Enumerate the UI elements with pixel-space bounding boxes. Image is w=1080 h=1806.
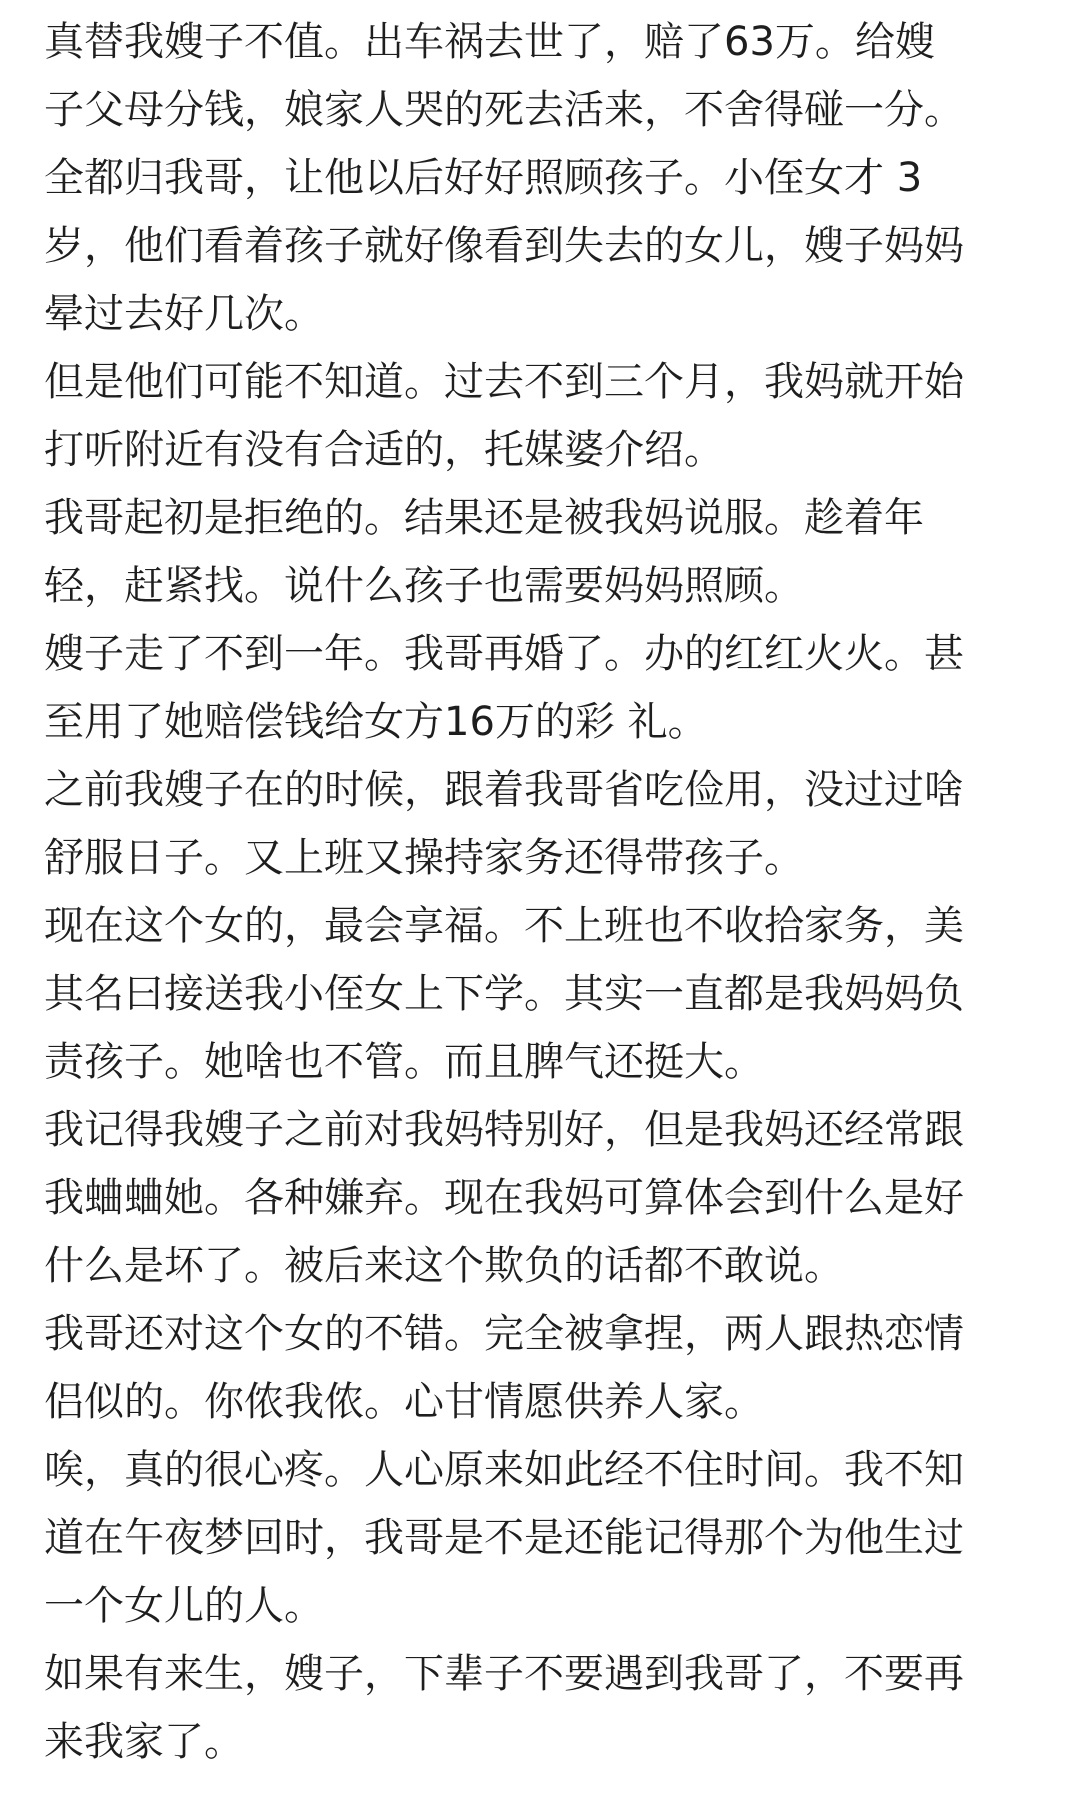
text-line: 什么是坏了。被后来这个欺负的话都不敢说。	[44, 1243, 844, 1289]
text-line: 我哥起初是拒绝的。结果还是被我妈说服。趁着年	[44, 495, 924, 541]
text-line: 嫂子走了不到一年。我哥再婚了。办的红红火火。甚	[44, 631, 964, 677]
text-line: 如果有来生，嫂子，下辈子不要遇到我哥了，不要再	[44, 1651, 964, 1697]
text-line: 真替我嫂子不值。出车祸去世了，赔了63万。给嫂	[44, 19, 935, 65]
text-line: 我记得我嫂子之前对我妈特别好，但是我妈还经常跟	[44, 1107, 964, 1153]
text-line: 打听附近有没有合适的，托媒婆介绍。	[44, 427, 724, 473]
text-line: 责孩子。她啥也不管。而且脾气还挺大。	[44, 1039, 764, 1085]
text-line: 一个女儿的人。	[44, 1583, 324, 1629]
text-line: 晕过去好几次。	[44, 291, 324, 337]
paragraph-1	[44, 8, 1044, 348]
text-line: 我蛐蛐她。各种嫌弃。现在我妈可算体会到什么是好	[44, 1175, 964, 1221]
post-body	[44, 8, 1044, 1776]
text-line: 来我家了。	[44, 1719, 244, 1765]
text-line: 但是他们可能不知道。过去不到三个月，我妈就开始	[44, 359, 964, 405]
paragraph-9	[44, 1436, 1044, 1640]
text-line: 唉，真的很心疼。人心原来如此经不住时间。我不知	[44, 1447, 964, 1493]
text-line: 之前我嫂子在的时候，跟着我哥省吃俭用，没过过啥	[44, 767, 964, 813]
text-line: 至用了她赔偿钱给女方16万的彩 礼。	[44, 699, 708, 745]
paragraph-8	[44, 1300, 1044, 1436]
text-line: 岁，他们看着孩子就好像看到失去的女儿，嫂子妈妈	[44, 223, 964, 269]
text-line: 侣似的。你侬我侬。心甘情愿供养人家。	[44, 1379, 764, 1425]
text-line: 其名曰接送我小侄女上下学。其实一直都是我妈妈负	[44, 971, 964, 1017]
paragraph-7	[44, 1096, 1044, 1300]
paragraph-2	[44, 348, 1044, 484]
text-line: 舒服日子。又上班又操持家务还得带孩子。	[44, 835, 804, 881]
paragraph-10	[44, 1640, 1044, 1776]
paragraph-6	[44, 892, 1044, 1096]
paragraph-4	[44, 620, 1044, 756]
text-line: 子父母分钱，娘家人哭的死去活来，不舍得碰一分。	[44, 87, 964, 133]
paragraph-3	[44, 484, 1044, 620]
text-line: 轻，赶紧找。说什么孩子也需要妈妈照顾。	[44, 563, 804, 609]
paragraph-5	[44, 756, 1044, 892]
text-line: 道在午夜梦回时，我哥是不是还能记得那个为他生过	[44, 1515, 964, 1561]
text-line: 现在这个女的，最会享福。不上班也不收拾家务，美	[44, 903, 964, 949]
text-line: 全都归我哥，让他以后好好照顾孩子。小侄女才 3	[44, 155, 923, 201]
text-line: 我哥还对这个女的不错。完全被拿捏，两人跟热恋情	[44, 1311, 964, 1357]
